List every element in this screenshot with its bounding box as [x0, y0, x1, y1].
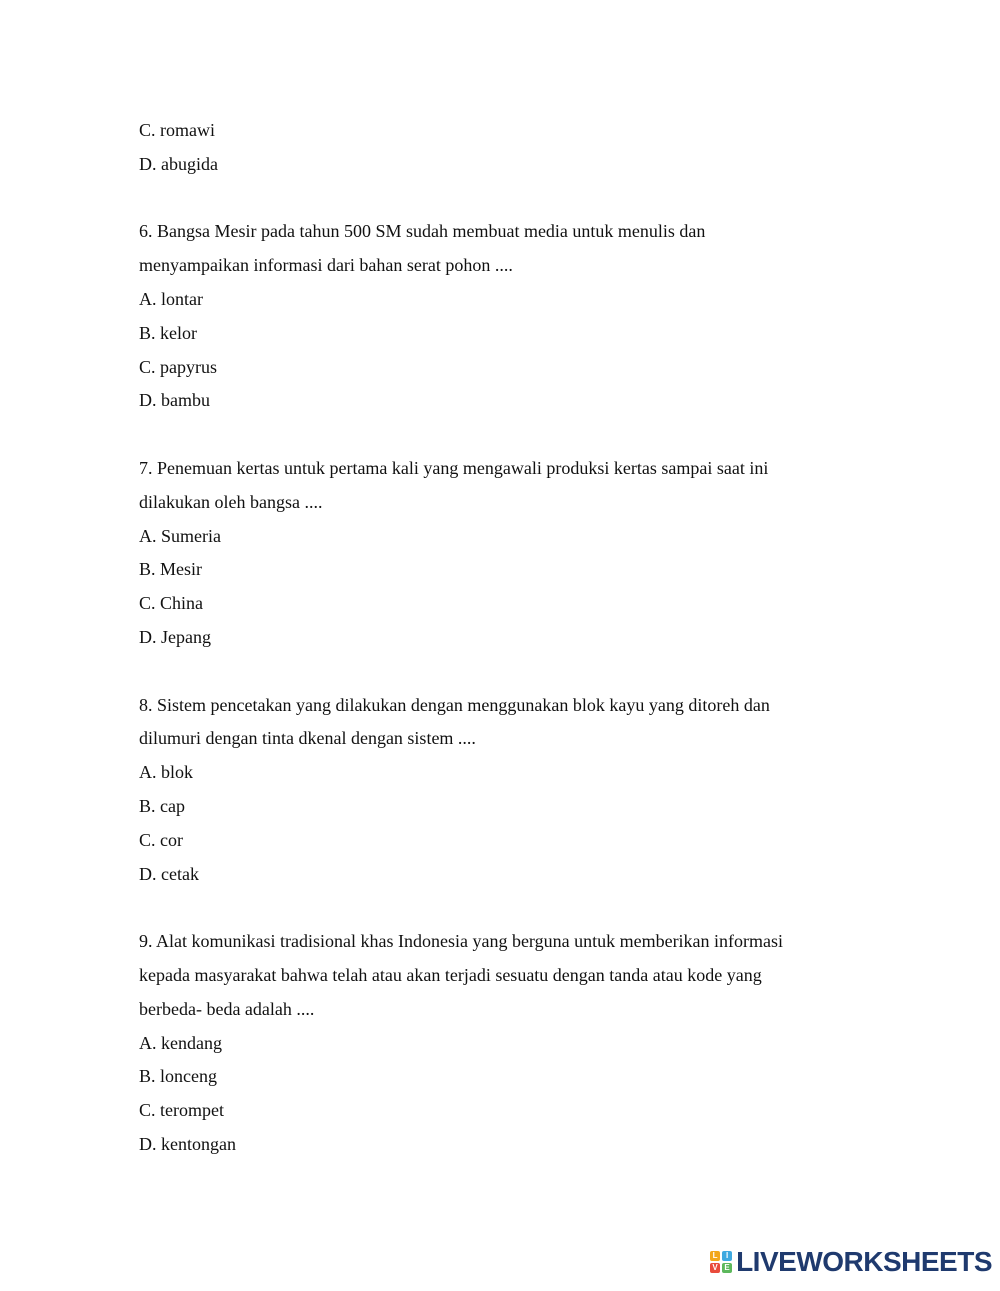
- logo-mark-letter: V: [710, 1263, 720, 1273]
- option-d: D. Jepang: [139, 626, 211, 647]
- option-b: B. Mesir: [139, 559, 202, 580]
- option-d: D. kentongan: [139, 1133, 236, 1154]
- question-text: 9. Alat komunikasi tradisional khas Indonesia yang berguna untuk memberikan informasi: [139, 931, 784, 952]
- previous-question-options: [139, 114, 859, 182]
- question-text: 6. Bangsa Mesir pada tahun 500 SM sudah membuat media untuk menulis dan: [139, 221, 706, 242]
- question-text: dilumuri dengan tinta dkenal dengan sistem ....: [139, 728, 476, 749]
- option-d: D. cetak: [139, 863, 199, 884]
- question-text: dilakukan oleh bangsa ....: [139, 491, 323, 512]
- option-a: A. lontar: [139, 288, 203, 309]
- logo-mark-letter: I: [722, 1251, 732, 1261]
- question-text: berbeda- beda adalah ....: [139, 998, 315, 1019]
- option-c: C. romawi: [139, 120, 215, 140]
- logo-mark-letter: L: [710, 1251, 720, 1261]
- logo-mark-icon: [710, 1251, 732, 1273]
- option-a: A. Sumeria: [139, 525, 221, 546]
- question-9: [139, 925, 859, 1162]
- worksheet-page: [139, 114, 859, 1162]
- liveworksheets-logo: [710, 1247, 992, 1277]
- question-text: 7. Penemuan kertas untuk pertama kali yang mengawali produksi kertas sampai saat ini: [139, 457, 769, 478]
- logo-text: LIVEWORKSHEETS: [736, 1246, 992, 1277]
- question-text: 8. Sistem pencetakan yang dilakukan dengan menggunakan blok kayu yang ditoreh dan: [139, 694, 770, 715]
- option-d: D. bambu: [139, 390, 210, 411]
- option-a: A. blok: [139, 762, 193, 783]
- question-7: [139, 452, 859, 655]
- question-text: kepada masyarakat bahwa telah atau akan terjadi sesuatu dengan tanda atau kode yang: [139, 964, 762, 985]
- option-c: C. terompet: [139, 1100, 224, 1121]
- question-6: [139, 215, 859, 418]
- option-b: B. kelor: [139, 322, 197, 343]
- option-b: B. cap: [139, 795, 185, 816]
- option-c: C. China: [139, 593, 204, 614]
- option-b: B. lonceng: [139, 1066, 217, 1087]
- option-d: D. abugida: [139, 153, 218, 174]
- logo-mark-letter: E: [722, 1263, 732, 1273]
- option-c: C. cor: [139, 829, 183, 850]
- option-a: A. kendang: [139, 1032, 222, 1053]
- question-8: [139, 689, 859, 892]
- option-c: C. papyrus: [139, 356, 217, 377]
- question-text: menyampaikan informasi dari bahan serat pohon ....: [139, 255, 513, 276]
